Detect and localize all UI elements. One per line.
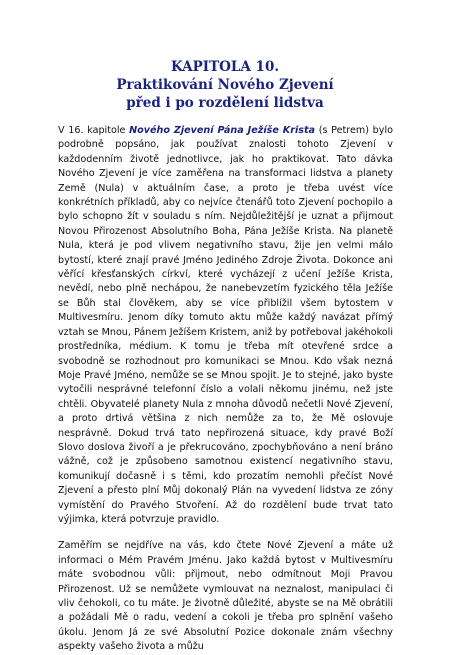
chapter-heading — [0, 58, 450, 112]
chapter-body — [58, 124, 393, 655]
chapter-number-title: KAPITOLA 10. — [170, 59, 280, 75]
paragraph-2: Zaměřím se nejdříve na vás, kdo čtete Nové Zjevení a máte už informaci o Mém Pravém Jménu. Jako každá bytost v Multivesmíru máte svobodnou vůli: přijmout, nebo odmítnout Moji Pravou Přirozenost. Už se nemůžete vymlouvat na neznalost, manipulaci či vliv čehokoli, co tu máte. Je životně důležité, abyste se na Mě obrátili a požádali Mě o radu, vedení a cokoli je třeba pro splnění vašeho úkolu. Jenom Já ze své Absolutní Pozice dokonale znám všechny aspekty vašeho života a můžu — [58, 540, 393, 653]
paragraph-1-text: (s Petrem) bylo podrobně popsáno, jak používat znalosti tohoto Zjevení v každodenním životě jednotlivce, jak ho praktikovat. Tato dávka Nového Zjevení je více zaměřena na transformaci lidstva a planety Země (Nula) v aktuálním čase, a proto je třeba uvést více konkrétních příkladů, aby co nejvíce čtenářů toto Zjevení pochopilo a bylo schopno žít v souladu s ním. Nejdůležitější je uznat a přijmout Novou Přirozenost Absolutního Boha, Pána Ježíše Krista. Na planetě Nula, která je pod vlivem negativního stavu, žije jen velmi málo bytostí, které znají pravé Jméno Jediného Zdroje Života. Dokonce ani věřící křesťanských církví, které vycházejí z učení Ježíše Krista, nevědí, nebo plně nechápou, že nanebevzetím fyzického těla Ježíše se Bůh stal člověkem, aby se více přiblížil všem bytostem v Multivesmíru. Jenom díky tomuto aktu může každý navázat přímý vztah se Mnou, Pánem Ježíšem Kristem, aniž by potřeboval jakéhokoli prostředníka, médium. K tomu je třeba mít otevřené srdce a svobodně se rozhodnout pro komunikaci se Mnou. Kdo však nezná Moje Pravé Jméno, nemůže se se Mnou spojit. Je to stejné, jako byste vytočili nesprávné telefonní číslo a volali někomu jinému, než jste chtěli. Obyvatelé planety Nula z mnoha důvodů nečetli Nové Zjevení, a proto drtivá většina z nich nemůže za to, že Mě oslovuje nesprávně. Dokud trvá tato nepřirozená situace, kdy pravé Boží Slovo doslova živoří a je překrucováno, zpochybňováno a není bráno vážně, což je způsobeno samotnou existencí negativního stavu, komunikují dočasně i s těmi, kdo prozatím nemohli přečíst Nové Zjevení a přesto plní Můj dokonalý Plán na vyvedení lidstva ze zóny vymístění do Pravého Stvoření. Až do rozdělení bude trvat tato výjimka, která potvrzuje pravidlo. — [58, 125, 393, 525]
book-title-emphasis: Nového Zjevení Pána Ježíše Krista — [129, 125, 316, 136]
chapter-title-line-2: před i po rozdělení lidstva — [126, 95, 324, 111]
chapter-title-line-1: Praktikování Nového Zjevení — [116, 77, 334, 93]
paragraph-1 — [58, 124, 393, 527]
paragraph-1-lead: V 16. kapitole — [58, 125, 130, 136]
